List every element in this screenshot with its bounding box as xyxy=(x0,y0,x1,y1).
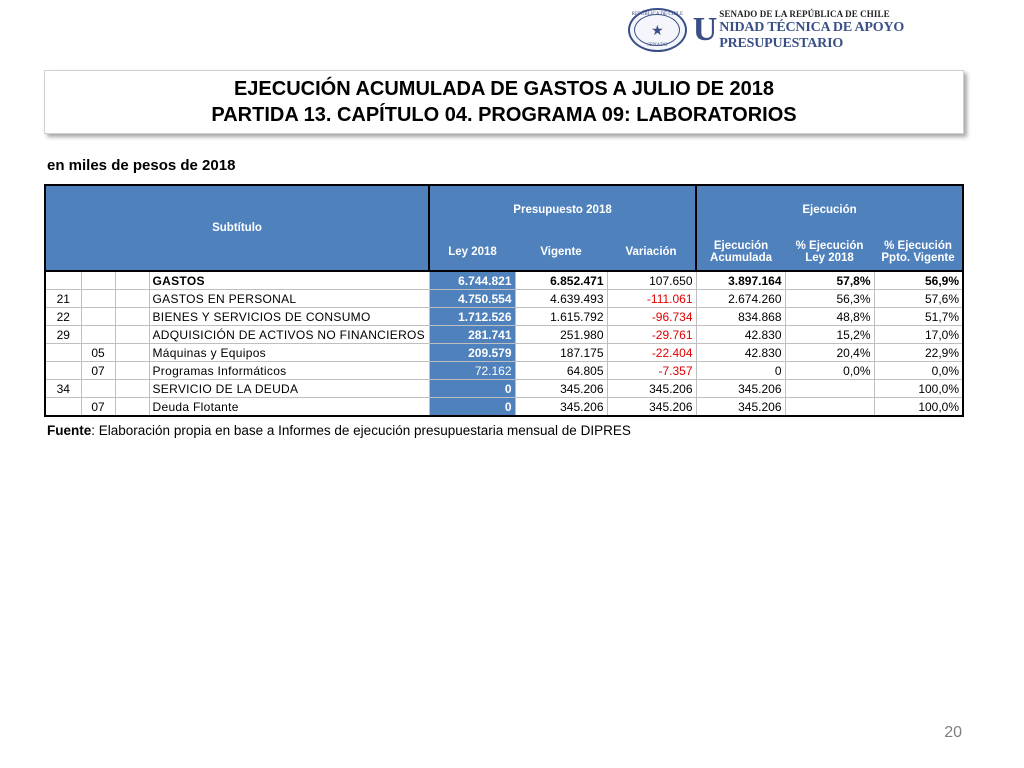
cell-ejecucion: 42.830 xyxy=(696,326,785,344)
cell-subtitulo: 21 xyxy=(45,290,81,308)
cell-ley: 1.712.526 xyxy=(429,308,515,326)
cell-ejecucion: 345.206 xyxy=(696,398,785,417)
cell-pct-vigente: 22,9% xyxy=(874,344,963,362)
cell-name: Programas Informáticos xyxy=(149,362,429,380)
cell-vigente: 6.852.471 xyxy=(515,271,607,290)
title-line-2: PARTIDA 13. CAPÍTULO 04. PROGRAMA 09: LABORATORIOS xyxy=(211,104,797,126)
cell-ley: 209.579 xyxy=(429,344,515,362)
cell-pct-ley: 15,2% xyxy=(785,326,874,344)
cell-variacion: -96.734 xyxy=(607,308,696,326)
cell-ejecucion: 2.674.260 xyxy=(696,290,785,308)
cell-pct-vigente: 17,0% xyxy=(874,326,963,344)
cell-subtitulo: 34 xyxy=(45,380,81,398)
senado-seal-icon xyxy=(628,8,687,52)
header-pct-vig-line-2: Ppto. Vigente xyxy=(881,251,955,264)
cell-asignacion xyxy=(115,380,149,398)
cell-pct-ley: 0,0% xyxy=(785,362,874,380)
cell-vigente: 345.206 xyxy=(515,380,607,398)
table-row xyxy=(45,326,963,344)
cell-vigente: 251.980 xyxy=(515,326,607,344)
star-icon: ★ xyxy=(634,14,680,46)
senado-logo xyxy=(628,8,1024,52)
header-subtitulo: Subtítulo xyxy=(45,185,429,271)
cell-item: 07 xyxy=(81,362,115,380)
cell-variacion: -111.061 xyxy=(607,290,696,308)
logo-line-2: NIDAD TÉCNICA DE APOYO PRESUPUESTARIO xyxy=(719,19,905,51)
cell-subtitulo xyxy=(45,344,81,362)
cell-pct-ley: 57,8% xyxy=(785,271,874,290)
cell-variacion: -22.404 xyxy=(607,344,696,362)
cell-name: GASTOS EN PERSONAL xyxy=(149,290,429,308)
cell-ley: 281.741 xyxy=(429,326,515,344)
cell-name: SERVICIO DE LA DEUDA xyxy=(149,380,429,398)
cell-variacion: 107.650 xyxy=(607,271,696,290)
cell-name: ADQUISICIÓN DE ACTIVOS NO FINANCIEROS xyxy=(149,326,429,344)
logo-letter: U xyxy=(692,11,718,48)
table-body xyxy=(45,271,963,416)
table-row xyxy=(45,362,963,380)
header-ley: Ley 2018 xyxy=(429,233,515,271)
header-ejec-acum-line-1: Ejecución xyxy=(713,239,769,252)
header-pct-ley-line-1: % Ejecución xyxy=(795,239,864,252)
cell-subtitulo xyxy=(45,271,81,290)
cell-ejecucion: 834.868 xyxy=(696,308,785,326)
cell-vigente: 345.206 xyxy=(515,398,607,417)
cell-name: Máquinas y Equipos xyxy=(149,344,429,362)
seal-bottom-text: SENADO xyxy=(647,43,668,48)
cell-pct-ley: 48,8% xyxy=(785,308,874,326)
logo-line-1: SENADO DE LA REPÚBLICA DE CHILE xyxy=(719,8,890,19)
cell-pct-ley xyxy=(785,380,874,398)
execution-table xyxy=(44,184,964,417)
cell-vigente: 187.175 xyxy=(515,344,607,362)
title-box xyxy=(44,70,964,134)
title-line-1: EJECUCIÓN ACUMULADA DE GASTOS A JULIO DE 2018 xyxy=(233,78,775,100)
header-presupuesto: Presupuesto 2018 xyxy=(429,185,696,233)
cell-item xyxy=(81,290,115,308)
cell-asignacion xyxy=(115,362,149,380)
table-header xyxy=(45,185,963,271)
header-ejecucion-acumulada xyxy=(696,233,785,271)
execution-table-wrapper xyxy=(44,184,964,417)
cell-variacion: -29.761 xyxy=(607,326,696,344)
cell-asignacion xyxy=(115,344,149,362)
cell-name: BIENES Y SERVICIOS DE CONSUMO xyxy=(149,308,429,326)
source-label: Fuente xyxy=(47,423,92,438)
cell-pct-vigente: 100,0% xyxy=(874,380,963,398)
table-row xyxy=(45,290,963,308)
cell-ley: 4.750.554 xyxy=(429,290,515,308)
logo-text xyxy=(719,9,1024,52)
cell-asignacion xyxy=(115,398,149,417)
cell-ejecucion: 0 xyxy=(696,362,785,380)
cell-subtitulo: 22 xyxy=(45,308,81,326)
cell-variacion: 345.206 xyxy=(607,380,696,398)
header-pct-ley-line-2: Ley 2018 xyxy=(805,251,854,264)
cell-variacion: -7.357 xyxy=(607,362,696,380)
cell-ley: 72.162 xyxy=(429,362,515,380)
cell-item: 07 xyxy=(81,398,115,417)
table-row xyxy=(45,308,963,326)
table-row xyxy=(45,344,963,362)
cell-ley: 0 xyxy=(429,380,515,398)
cell-subtitulo xyxy=(45,362,81,380)
cell-ley: 0 xyxy=(429,398,515,417)
seal-top-text: REPÚBLICA DE CHILE xyxy=(631,12,684,17)
cell-item xyxy=(81,271,115,290)
header-variacion: Variación xyxy=(607,233,696,271)
header-ejecucion: Ejecución xyxy=(696,185,963,233)
units-label: en miles de pesos de 2018 xyxy=(47,157,236,174)
cell-asignacion xyxy=(115,271,149,290)
cell-pct-ley: 56,3% xyxy=(785,290,874,308)
cell-asignacion xyxy=(115,308,149,326)
cell-subtitulo xyxy=(45,398,81,417)
cell-pct-vigente: 51,7% xyxy=(874,308,963,326)
cell-item xyxy=(81,326,115,344)
table-row xyxy=(45,380,963,398)
cell-item xyxy=(81,308,115,326)
cell-item: 05 xyxy=(81,344,115,362)
cell-asignacion xyxy=(115,290,149,308)
cell-pct-ley: 20,4% xyxy=(785,344,874,362)
cell-item xyxy=(81,380,115,398)
page-number: 20 xyxy=(944,724,962,741)
cell-pct-vigente: 0,0% xyxy=(874,362,963,380)
cell-variacion: 345.206 xyxy=(607,398,696,417)
cell-ley: 6.744.821 xyxy=(429,271,515,290)
table-row xyxy=(45,398,963,417)
source-note xyxy=(47,423,631,438)
header-pct-ley xyxy=(785,233,874,271)
table-row-gastos xyxy=(45,271,963,290)
cell-vigente: 4.639.493 xyxy=(515,290,607,308)
cell-ejecucion: 345.206 xyxy=(696,380,785,398)
cell-pct-vigente: 57,6% xyxy=(874,290,963,308)
cell-name: Deuda Flotante xyxy=(149,398,429,417)
cell-ejecucion: 42.830 xyxy=(696,344,785,362)
cell-pct-vigente: 100,0% xyxy=(874,398,963,417)
cell-vigente: 1.615.792 xyxy=(515,308,607,326)
header-vigente: Vigente xyxy=(515,233,607,271)
header-ejec-acum-line-2: Acumulada xyxy=(710,251,773,264)
header-pct-vigente xyxy=(874,233,963,271)
cell-vigente: 64.805 xyxy=(515,362,607,380)
cell-pct-vigente: 56,9% xyxy=(874,271,963,290)
cell-asignacion xyxy=(115,326,149,344)
source-text: : Elaboración propia en base a Informes de ejecución presupuestaria mensual de DIPRES xyxy=(91,423,631,438)
cell-name: GASTOS xyxy=(149,271,429,290)
cell-subtitulo: 29 xyxy=(45,326,81,344)
header-pct-vig-line-1: % Ejecución xyxy=(884,239,952,252)
cell-ejecucion: 3.897.164 xyxy=(696,271,785,290)
cell-pct-ley xyxy=(785,398,874,417)
